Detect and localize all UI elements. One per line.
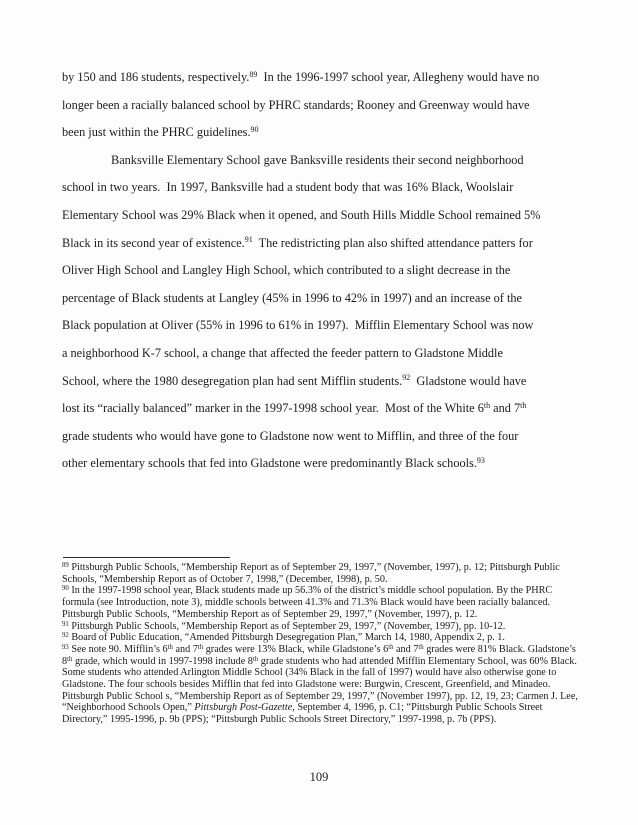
body-line: percentage of Black students at Langley (45% in 1996 to 42% in 1997) and an increase of the [62,290,522,305]
footnote-list [62,562,579,726]
superscript-footnote-ref: th [67,655,73,663]
footnote-number: 90 [62,585,69,593]
italic-text: Pittsburgh Post-Gazette [194,702,293,714]
body-line: longer been a racially balanced school by PHRC standards; Rooney and Greenway would have [62,97,530,112]
body-line: a neighborhood K-7 school, a change that affected the feeder pattern to Gladstone Middle [62,345,503,360]
superscript-footnote-ref: 90 [250,124,259,134]
footnote-number: 89 [62,562,69,569]
body-line: Black population at Oliver (55% in 1996 to 61% in 1997). Mifflin Elementary School was now [62,318,534,333]
superscript-footnote-ref: th [483,400,491,410]
footnote: $^{93}$ See note 90. Mifflin’s 6th and 7th grades were 13% Black, while Gladstone’s 6th and 7th grades were 81% Black. Gladstone’s 8th grade, which would in 1997-1998 include 8th grade students who had attended Mifflin Elementary School, was 60% Black. Some students who attended Arlington Middle School (34% Black in the fall of 1997) would have also otherwise gone to Gladstone. The four schools besides Mifflin that fed into Gladstone were: Burgwin, Crescent, Greenfield, and Minadeo. Pittsburgh Public School s, “Membership Report as of September 29, 1997,” (November 1997), pp. 12, 19, 23; Carmen J. Lee, “Neighborhood Schools Open,” Pittsburgh Post-Gazette, September 4, 1996, p. C1; “Pittsburgh Public Schools Street Directory,” 1995-1996, p. 9b (PPS); “Pittsburgh Public Schools Street Directory,” 1997-1998, p. 7b (PPS). [62,643,578,726]
superscript-footnote-ref: th [167,643,173,651]
footnote-separator [63,557,230,558]
body-line: grade students who would have gone to Gladstone now went to Mifflin, and three of the four [62,428,519,443]
body-line: Black in its second year of existence.$^{91}$ The redistricting plan also shifted attendance patters for [62,235,533,250]
footnote-number: 91 [62,620,69,628]
body-line: been just within the PHRC guidelines.$^{90}$ [62,124,259,140]
superscript-footnote-ref: th [418,643,424,651]
superscript-footnote-ref: 92 [402,373,411,383]
superscript-footnote-ref: th [388,643,394,651]
superscript-footnote-ref: 91 [244,235,253,245]
footnote: $^{90}$ In the 1997-1998 school year, Black students made up 56.3% of the district’s middle school population. By the PHRC formula (see Introduction, note 3), middle schools between 41.3% and 71.3% Black would have been racially balanced. Pittsburgh Public Schools, “Membership Report as of September 29, 1997,” (November, 1997), p. 12. [62,585,553,620]
footnote-number: 93 [62,643,69,651]
body-text [62,64,578,478]
superscript-footnote-ref: th [197,643,204,651]
body-line: School, where the 1980 desegregation plan had sent Mifflin students.$^{92}$ Gladstone would have [62,373,527,388]
body-line: other elementary schools that fed into Gladstone were predominantly Black schools.$^{93}$ [62,455,485,471]
footnote: $^{91}$ Pittsburgh Public Schools, “Membership Report as of September 29, 1997,” (November, 1997), pp. 10-12. [62,620,506,632]
superscript-footnote-ref: th [520,400,527,410]
footnote-number: 92 [62,632,69,640]
footnote: $^{89}$ Pittsburgh Public Schools, “Membership Report as of September 29, 1997,” (November, 1997), p. 12; Pittsburgh Public Schools, “Membership Report as of October 7, 1998,” (December, 1998), p. 50. [62,562,560,585]
footnote: $^{92}$ Board of Public Education, “Amended Pittsburgh Desegregation Plan,” March 14, 1980, Appendix 2, p. 1. [62,632,505,644]
body-line: Banksville Elementary School gave Banksville residents their second neighborhood [111,152,524,167]
body-line: by 150 and 186 students, respectively.$^{89}$ In the 1996-1997 school year, Allegheny would have no [62,69,540,84]
superscript-footnote-ref: 93 [476,455,485,465]
body-line: Oliver High School and Langley High School, which contributed to a slight decrease in the [62,263,511,278]
body-line: lost its “racially balanced” marker in the 1997-1998 school year. Most of the White 6th and 7th [62,400,527,416]
body-line: Elementary School was 29% Black when it opened, and South Hills Middle School remained 5% [62,207,541,222]
page-number: 109 [309,770,329,784]
body-line: school in two years. In 1997, Banksville had a student body that was 16% Black, Woolslair [62,180,514,195]
superscript-footnote-ref: th [252,655,259,663]
superscript-footnote-ref: 89 [249,69,258,79]
